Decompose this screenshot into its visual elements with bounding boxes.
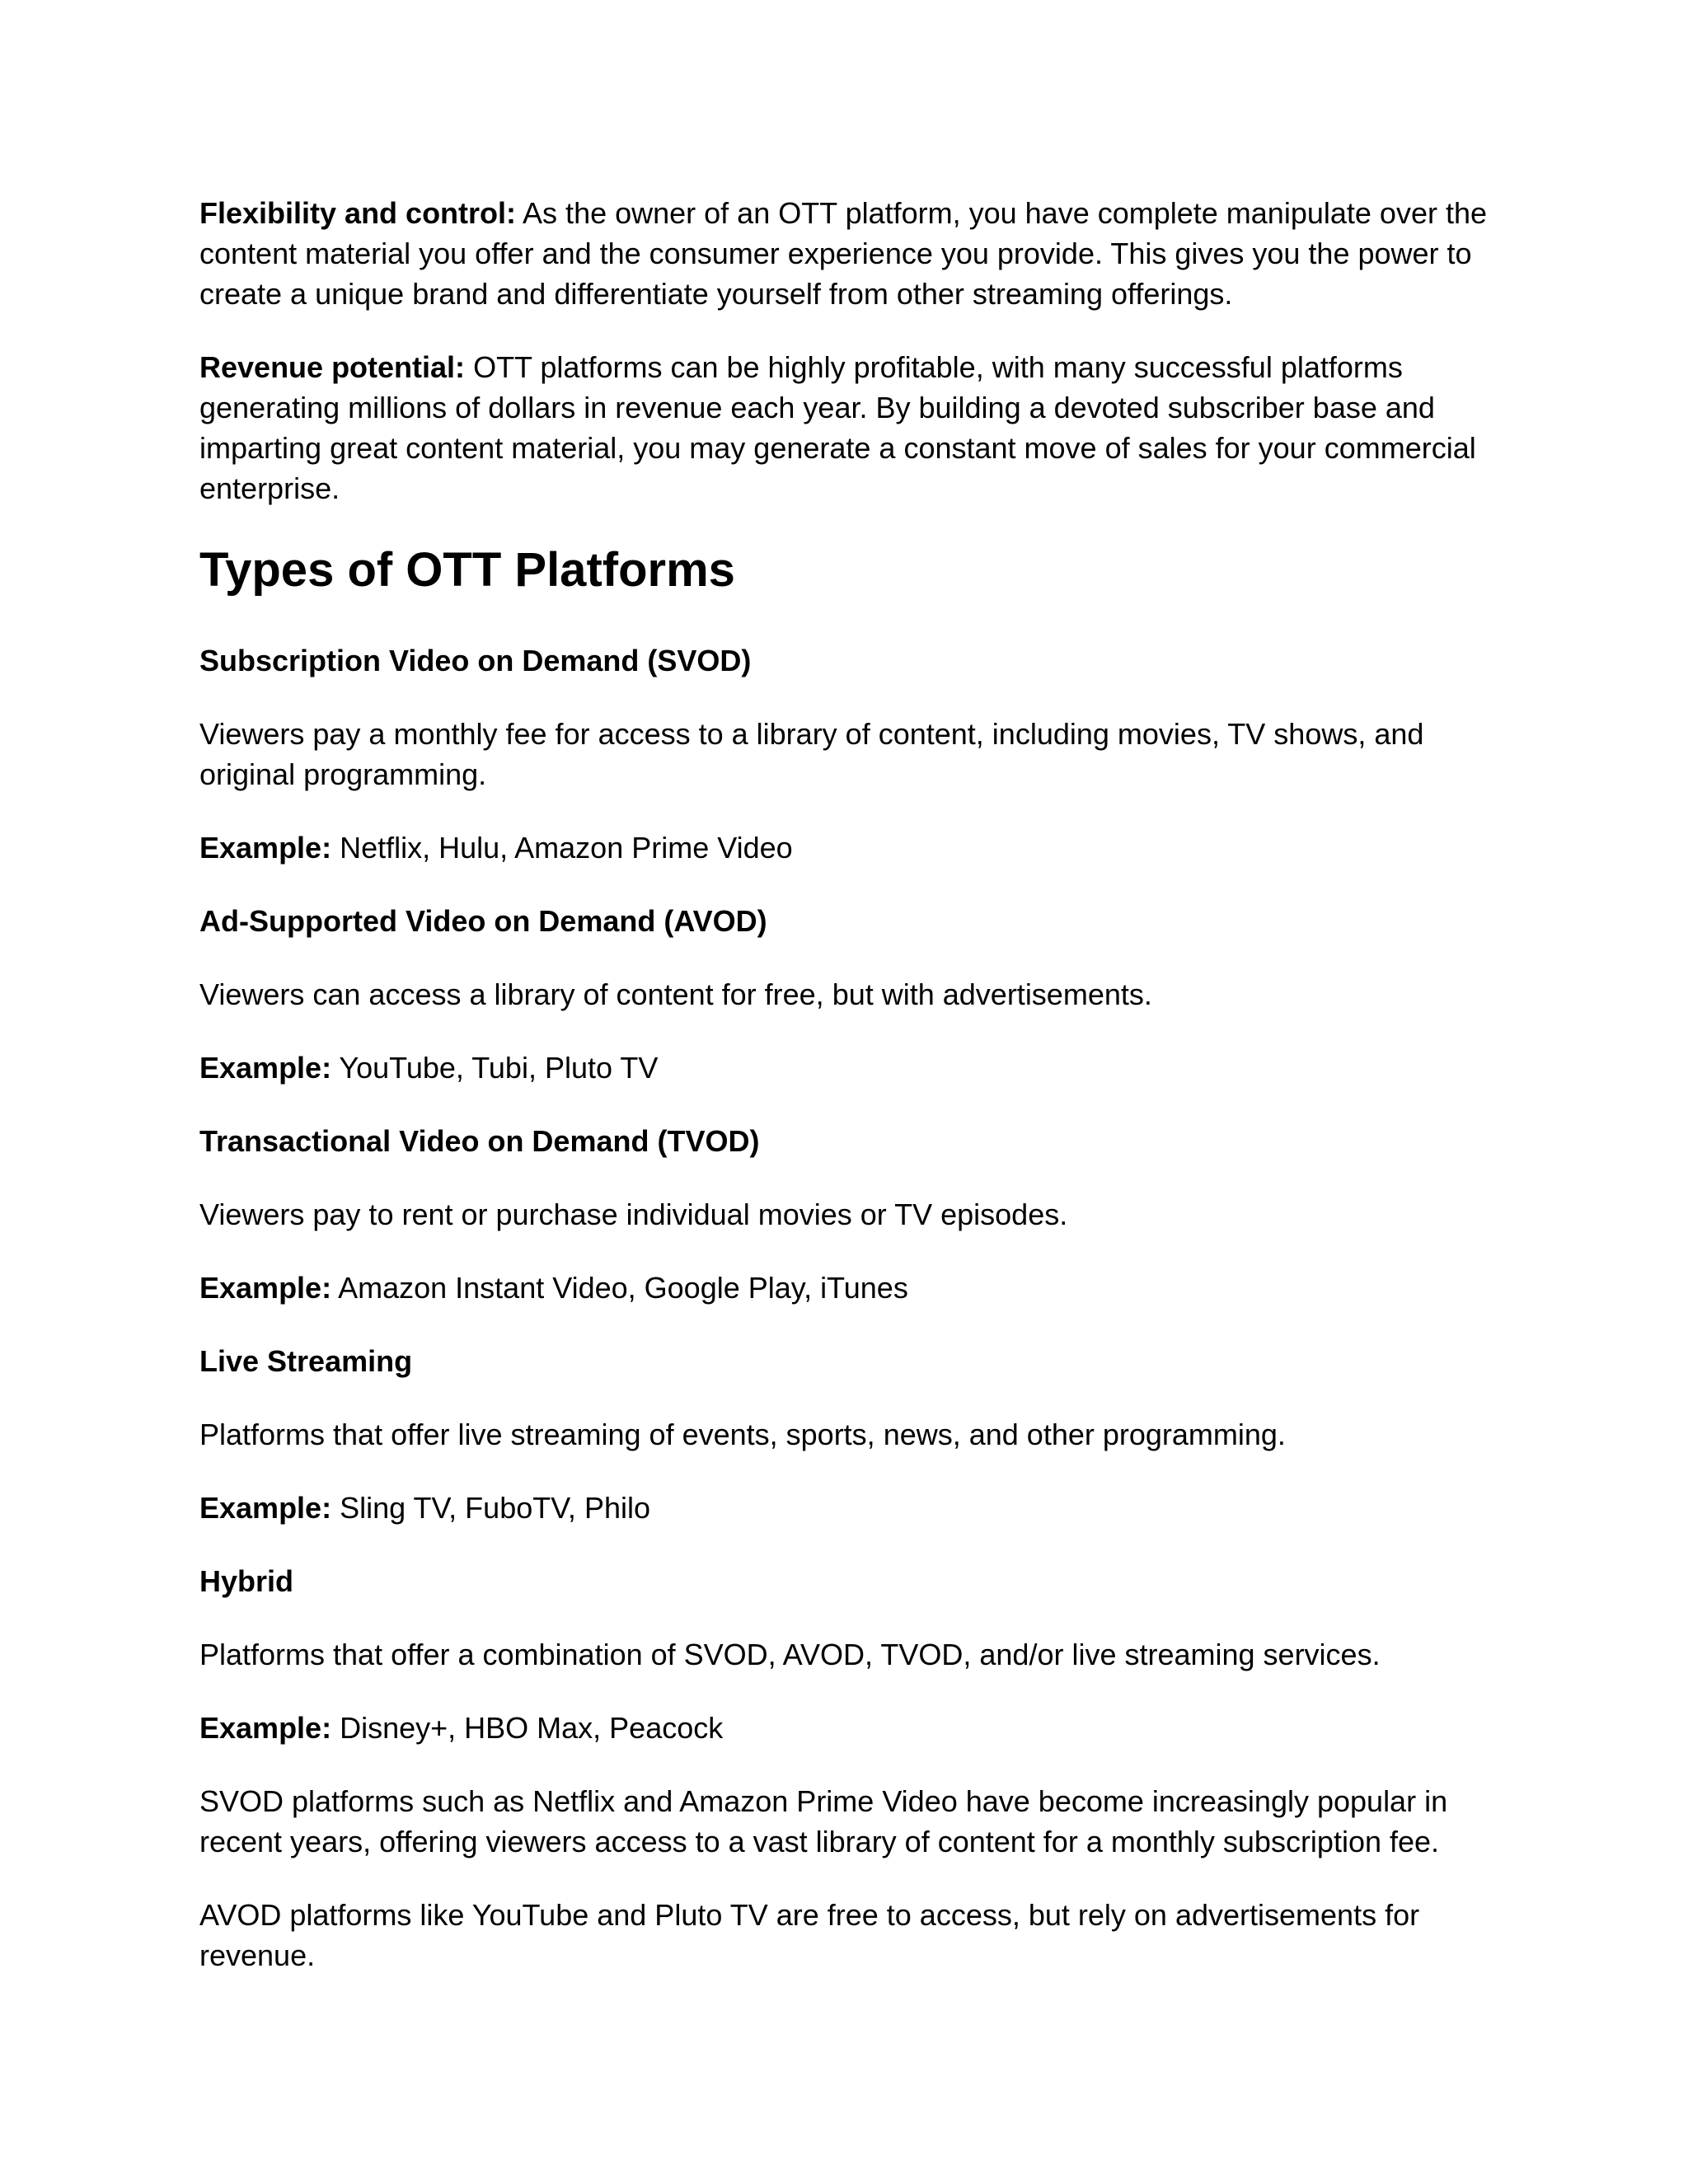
type-example-tvod xyxy=(199,1268,1518,1308)
example-label: Example: xyxy=(199,1711,332,1745)
example-label: Example: xyxy=(199,1271,332,1305)
type-description-tvod: Viewers pay to rent or purchase individual movies or TV episodes. xyxy=(199,1197,1068,1231)
intro-label: Flexibility and control: xyxy=(199,196,517,230)
type-heading-live: Live Streaming xyxy=(199,1344,413,1378)
example-text: Netflix, Hulu, Amazon Prime Video xyxy=(331,831,793,865)
type-heading-svod: Subscription Video on Demand (SVOD) xyxy=(199,644,752,677)
type-description-svod: Viewers pay a monthly fee for access to a library of content, including movies, TV shows, and original programming. xyxy=(199,717,1424,791)
type-example-avod xyxy=(199,1047,1518,1088)
example-label: Example: xyxy=(199,1051,332,1085)
example-label: Example: xyxy=(199,1491,332,1525)
closing-paragraph-svod: SVOD platforms such as Netflix and Amazon Prime Video have become increasingly popular in recent years, offering viewers access to a vast library of content for a monthly subscription fee. xyxy=(199,1784,1448,1858)
type-description-live: Platforms that offer live streaming of events, sports, news, and other programming. xyxy=(199,1418,1286,1451)
type-description-avod: Viewers can access a library of content for free, but with advertisements. xyxy=(199,977,1152,1011)
example-label: Example: xyxy=(199,831,332,865)
example-text: Sling TV, FuboTV, Philo xyxy=(331,1491,650,1525)
type-heading-avod: Ad-Supported Video on Demand (AVOD) xyxy=(199,904,767,938)
type-example-live xyxy=(199,1488,1518,1528)
intro-paragraph-revenue xyxy=(199,347,1518,509)
example-text: YouTube, Tubi, Pluto TV xyxy=(331,1051,659,1085)
intro-label: Revenue potential: xyxy=(199,350,466,384)
closing-paragraph-avod: AVOD platforms like YouTube and Pluto TV are free to access, but rely on advertisements for revenue. xyxy=(199,1898,1420,1972)
type-description-hybrid: Platforms that offer a combination of SVOD, AVOD, TVOD, and/or live streaming services. xyxy=(199,1638,1381,1671)
type-example-svod xyxy=(199,827,1518,868)
intro-text: OTT platforms can be highly profitable, with many successful platforms generating millions of dollars in revenue each year. By building a devoted subscriber base and imparting great content material, you may generate a constant move of sales for your commercial enterprise. xyxy=(199,350,1476,505)
document-page xyxy=(199,193,1518,2008)
example-text: Disney+, HBO Max, Peacock xyxy=(331,1711,724,1745)
intro-text: As the owner of an OTT platform, you have complete manipulate over the content material you offer and the consumer experience you provide. This gives you the power to create a unique brand and differentiate yourself from other streaming offerings. xyxy=(199,196,1487,311)
example-text: Amazon Instant Video, Google Play, iTunes xyxy=(331,1271,908,1305)
type-example-hybrid xyxy=(199,1708,1518,1748)
type-heading-tvod: Transactional Video on Demand (TVOD) xyxy=(199,1124,760,1158)
section-heading: Types of OTT Platforms xyxy=(199,543,735,597)
intro-paragraph-flexibility xyxy=(199,193,1518,314)
type-heading-hybrid: Hybrid xyxy=(199,1564,294,1598)
